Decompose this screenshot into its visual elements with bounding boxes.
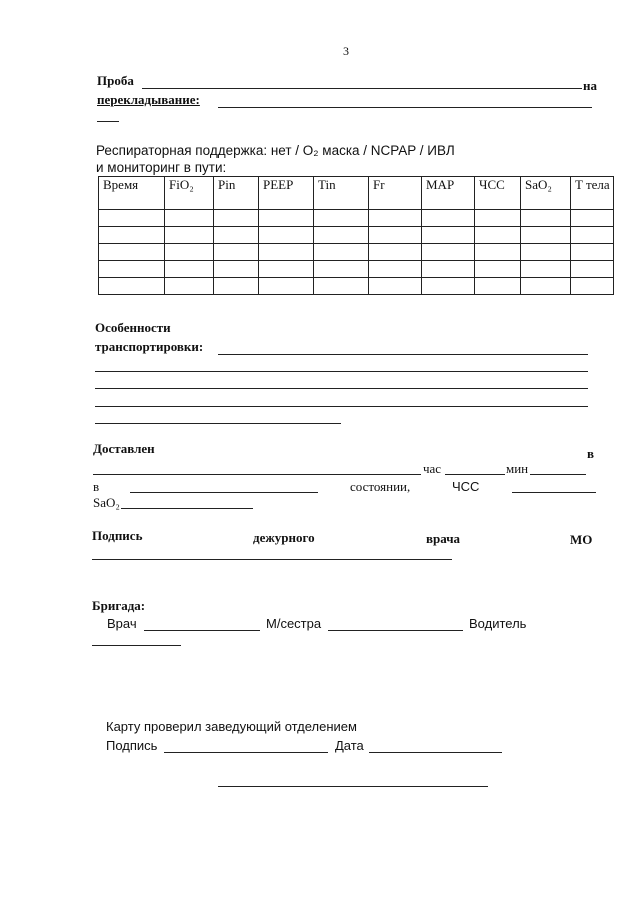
table-cell[interactable]	[369, 210, 422, 227]
check-line: Карту проверил заведующий отделением	[106, 719, 357, 734]
hr-label: ЧСС	[452, 479, 480, 494]
probe-label: Проба	[97, 73, 134, 88]
table-cell[interactable]	[259, 227, 314, 244]
table-cell[interactable]	[259, 261, 314, 278]
col-fio2: FiO₂	[165, 177, 214, 210]
table-cell[interactable]	[214, 244, 259, 261]
sign-word-3: врача	[426, 531, 461, 546]
table-cell[interactable]	[571, 261, 614, 278]
table-cell[interactable]	[99, 210, 165, 227]
table-cell[interactable]	[521, 244, 571, 261]
table-row	[99, 210, 614, 227]
transport-line-1[interactable]	[218, 354, 588, 355]
table-cell[interactable]	[99, 227, 165, 244]
probe-label-2: перекладывание:	[97, 92, 200, 107]
min-label: мин	[506, 461, 529, 476]
table-row	[99, 244, 614, 261]
table-cell[interactable]	[475, 278, 521, 295]
monitoring-table	[98, 176, 614, 295]
table-cell[interactable]	[165, 227, 214, 244]
table-row	[99, 261, 614, 278]
doctor-label: Врач	[107, 616, 137, 631]
table-cell[interactable]	[422, 278, 475, 295]
table-cell[interactable]	[369, 244, 422, 261]
table-cell[interactable]	[314, 261, 369, 278]
table-cell[interactable]	[99, 261, 165, 278]
transport-line-5[interactable]	[95, 423, 341, 424]
table-cell[interactable]	[214, 261, 259, 278]
probe-tail: на	[583, 78, 597, 93]
col-sao2: SaO₂	[521, 177, 571, 210]
check-sign-line[interactable]	[164, 752, 328, 753]
transport-line-2[interactable]	[95, 371, 588, 372]
table-cell[interactable]	[571, 244, 614, 261]
nurse-label: М/сестра	[266, 616, 322, 631]
resp-monitoring-line: и мониторинг в пути:	[96, 160, 227, 175]
min-line[interactable]	[530, 474, 586, 475]
table-cell[interactable]	[165, 244, 214, 261]
delivered-label: Доставлен	[93, 441, 155, 456]
col-fr: Fr	[369, 177, 422, 210]
col-map: MAP	[422, 177, 475, 210]
table-cell[interactable]	[314, 278, 369, 295]
hour-line[interactable]	[445, 474, 505, 475]
table-cell[interactable]	[99, 278, 165, 295]
hr-line[interactable]	[512, 492, 596, 493]
table-cell[interactable]	[422, 261, 475, 278]
sign-word-2: дежурного	[253, 530, 315, 545]
table-cell[interactable]	[521, 261, 571, 278]
transport-line-4[interactable]	[95, 406, 588, 407]
bottom-line[interactable]	[218, 786, 488, 787]
table-cell[interactable]	[99, 244, 165, 261]
probe-line-3[interactable]	[97, 121, 119, 122]
col-temp: T тела	[571, 177, 614, 210]
driver-label: Водитель	[469, 616, 527, 631]
table-cell[interactable]	[521, 278, 571, 295]
table-cell[interactable]	[214, 227, 259, 244]
delivered-place-line[interactable]	[93, 474, 421, 475]
transport-label-1: Особенности	[95, 320, 171, 335]
table-cell[interactable]	[422, 227, 475, 244]
table-cell[interactable]	[521, 227, 571, 244]
table-cell[interactable]	[259, 244, 314, 261]
probe-line-2[interactable]	[218, 107, 592, 108]
sao2-label: SaO₂	[93, 495, 120, 510]
check-sign-label: Подпись	[106, 738, 158, 753]
table-cell[interactable]	[214, 278, 259, 295]
transport-label-2: транспортировки:	[95, 339, 204, 354]
col-hr: ЧСС	[475, 177, 521, 210]
page-number: 3	[343, 44, 349, 58]
table-row	[99, 227, 614, 244]
table-cell[interactable]	[571, 210, 614, 227]
hour-label: час	[423, 461, 442, 476]
state-line[interactable]	[130, 492, 318, 493]
table-cell[interactable]	[571, 278, 614, 295]
resp-support-line: Респираторная поддержка: нет / O₂ маска / NCPAP / ИВЛ	[96, 143, 455, 158]
table-cell[interactable]	[259, 278, 314, 295]
table-cell[interactable]	[259, 210, 314, 227]
table-cell[interactable]	[571, 227, 614, 244]
table-cell[interactable]	[521, 210, 571, 227]
table-cell[interactable]	[314, 227, 369, 244]
driver-line[interactable]	[92, 645, 181, 646]
table-header-row	[99, 177, 614, 210]
team-label: Бригада:	[92, 598, 146, 613]
table-cell[interactable]	[314, 210, 369, 227]
sao2-line[interactable]	[121, 508, 253, 509]
table-row	[99, 278, 614, 295]
check-date-line[interactable]	[369, 752, 502, 753]
delivered-v1: в	[587, 446, 595, 461]
sign-word-4: МО	[570, 532, 593, 547]
table-cell[interactable]	[165, 261, 214, 278]
col-time: Время	[99, 177, 165, 210]
state-label: состоянии,	[350, 479, 411, 494]
nurse-line[interactable]	[328, 630, 463, 631]
sign-line[interactable]	[92, 559, 452, 560]
table-cell[interactable]	[369, 278, 422, 295]
probe-line-1[interactable]	[142, 88, 582, 89]
table-cell[interactable]	[475, 244, 521, 261]
col-tin: Tin	[314, 177, 369, 210]
table-cell[interactable]	[369, 261, 422, 278]
col-pin: Pin	[214, 177, 259, 210]
doctor-line[interactable]	[144, 630, 260, 631]
transport-line-3[interactable]	[95, 388, 588, 389]
col-peep: PEEP	[259, 177, 314, 210]
sign-word-1: Подпись	[92, 528, 143, 543]
table-cell[interactable]	[422, 210, 475, 227]
table-cell[interactable]	[314, 244, 369, 261]
delivered-v2: в	[93, 479, 100, 494]
table-cell[interactable]	[369, 227, 422, 244]
table-cell[interactable]	[475, 210, 521, 227]
check-date-label: Дата	[335, 738, 364, 753]
table-cell[interactable]	[214, 210, 259, 227]
table-cell[interactable]	[165, 210, 214, 227]
table-cell[interactable]	[475, 261, 521, 278]
table-cell[interactable]	[165, 278, 214, 295]
table-cell[interactable]	[422, 244, 475, 261]
table-cell[interactable]	[475, 227, 521, 244]
